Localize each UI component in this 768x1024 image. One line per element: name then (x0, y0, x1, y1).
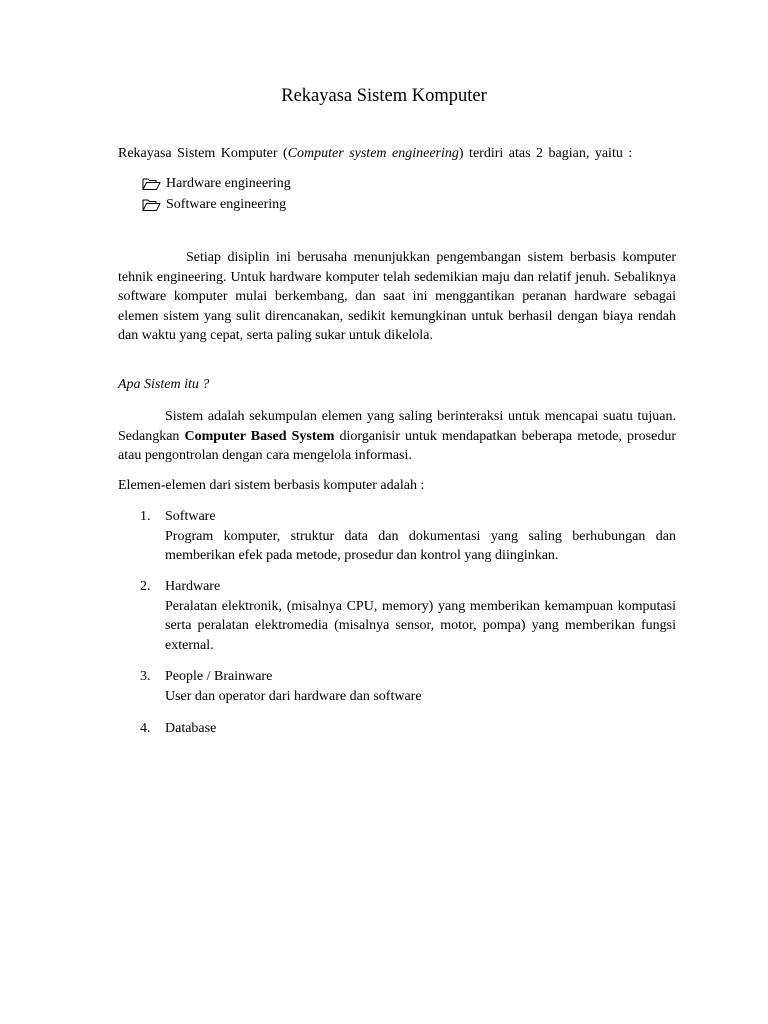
list-item-description: Peralatan elektronik, (misalnya CPU, memory) yang memberikan kemampuan komputasi serta peralatan elektromedia (misalnya sensor, motor, pompa) yang memberikan fungsi external. (165, 598, 676, 653)
list-item-description: Program komputer, struktur data dan dokumentasi yang saling berhubungan dan memberikan efek pada metode, prosedur dan kontrol yang diinginkan. (165, 528, 676, 563)
list-content (165, 507, 676, 566)
list-item-name: Hardware (165, 579, 221, 594)
list-item-name: People / Brainware (165, 669, 273, 684)
intro-italic-term: Computer system engineering (287, 146, 459, 161)
folder-list-label: Hardware engineering (166, 176, 291, 192)
list-item-description: User dan operator dari hardware dan software (165, 688, 422, 704)
paragraph-2-text-start: Sistem adalah sekumpulan elemen yang saling berinteraksi untuk mencapai suatu tujuan. Sedangkan (118, 409, 676, 444)
list-content (165, 719, 676, 739)
paragraph-2-text-end: diorganisir untuk mendapatkan beberapa metode, prosedur atau pengontrolan dengan cara mengelola informasi. (118, 428, 676, 463)
list-content (165, 577, 676, 655)
intro-paragraph (118, 144, 676, 164)
folder-open-icon (142, 177, 161, 191)
body-paragraph-3: Elemen-elemen dari sistem berbasis komputer adalah : (118, 478, 425, 493)
section-subheading: Apa Sistem itu ? (118, 377, 210, 392)
list-number: 2. (140, 579, 151, 594)
folder-list-item (142, 195, 286, 215)
body-paragraph-1 (118, 248, 676, 346)
list-item-name: Software (165, 509, 216, 524)
document-title: Rekayasa Sistem Komputer (281, 86, 487, 106)
folder-list-item (142, 174, 291, 194)
folder-list-label: Software engineering (166, 197, 287, 213)
list-item-name: Database (165, 721, 217, 736)
list-content (165, 667, 676, 706)
body-paragraph-2 (118, 407, 676, 466)
list-number: 3. (140, 669, 151, 684)
intro-text-start: Rekayasa Sistem Komputer ( (118, 146, 288, 161)
list-number: 1. (140, 509, 151, 524)
list-number: 4. (140, 721, 151, 736)
folder-open-icon (142, 198, 161, 212)
paragraph-1-text: Setiap disiplin ini berusaha menunjukkan pengembangan sistem berbasis komputer tehnik engineering. Untuk hardware komputer telah sedemikian maju dan relatif jenuh. Sebaliknya software komputer mulai berkembang, dan saat ini menggantikan peranan hardware sebagai elemen sistem yang sulit direncanakan, sedikit kemungkinan untuk berhasil dengan biaya rendah dan waktu yang cepat, serta paling sukar untuk dikelola. (118, 250, 676, 343)
intro-text-end: ) terdiri atas 2 bagian, yaitu : (458, 146, 633, 161)
paragraph-2-bold-term: Computer Based System (184, 428, 335, 444)
